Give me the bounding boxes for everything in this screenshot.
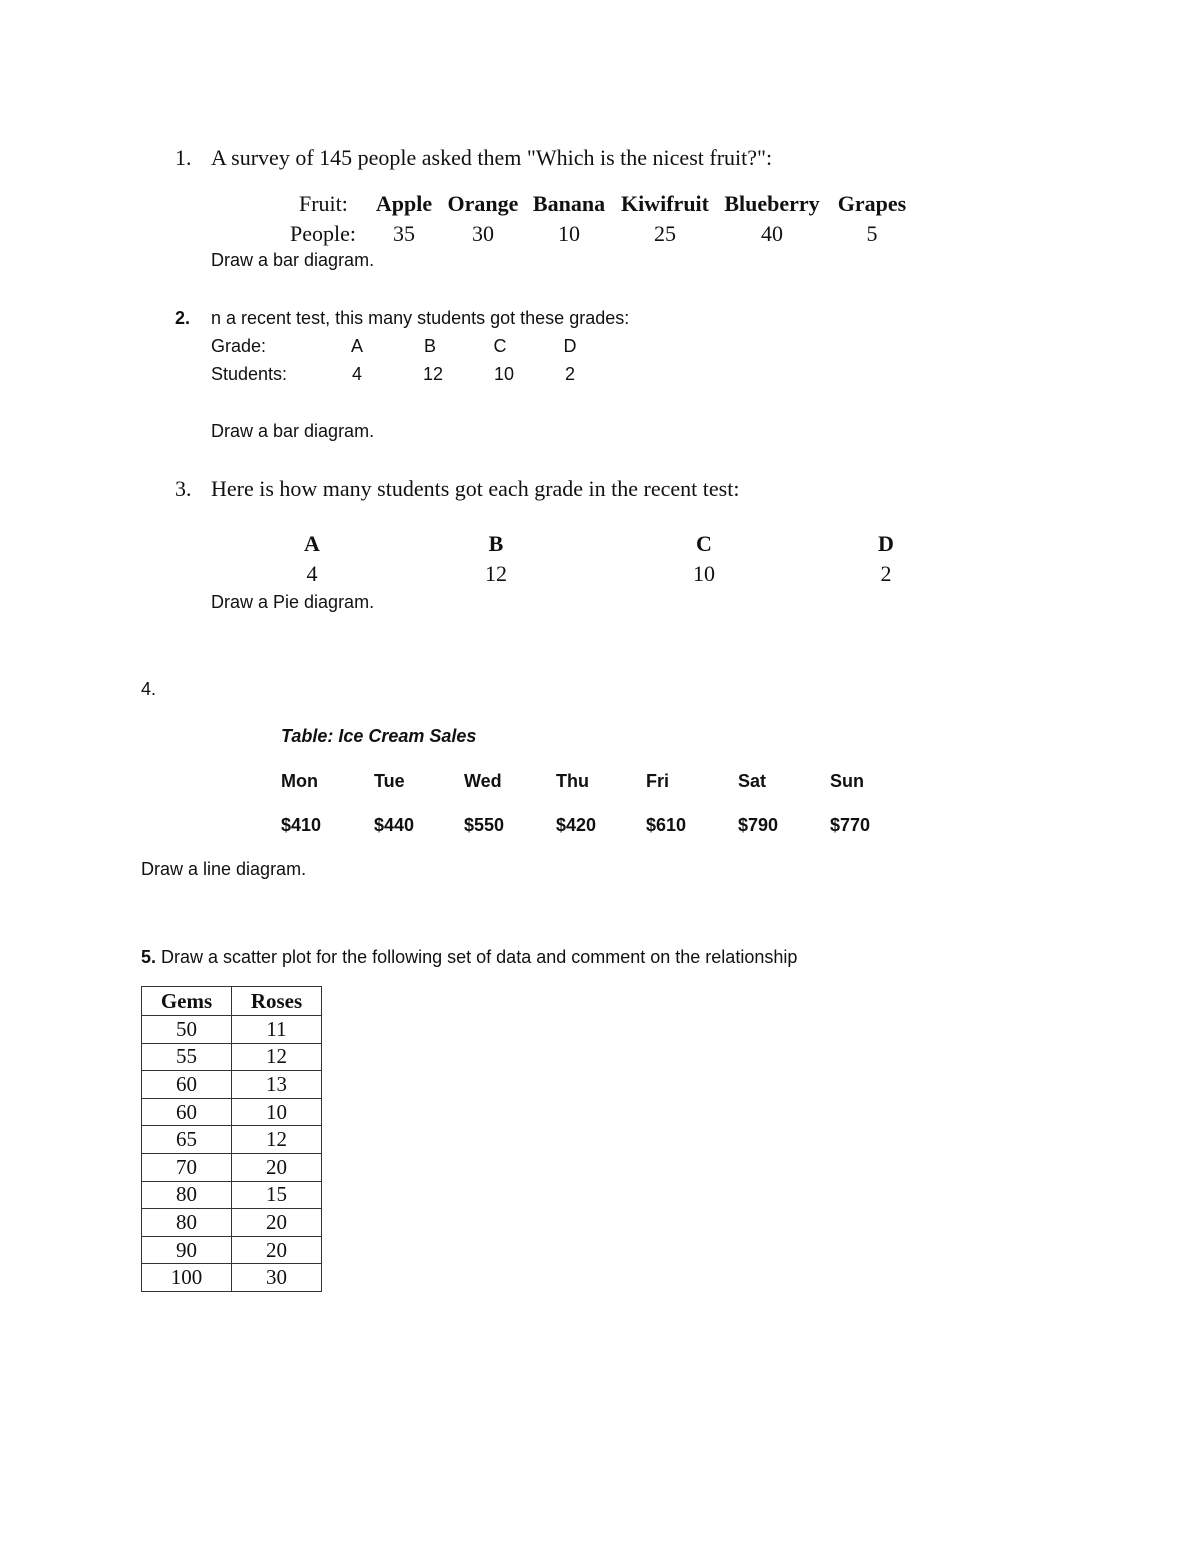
- q4-instruction: Draw a line diagram.: [141, 859, 307, 879]
- q4-day-tue: Tue: [374, 771, 405, 791]
- q2-number: 2.: [175, 308, 191, 328]
- q4-sales-wed: $550: [464, 815, 505, 835]
- q4-day-thu: Thu: [556, 771, 589, 791]
- header-roses: Roses: [232, 987, 322, 1016]
- q2-text: n a recent test, this many students got these grades:: [211, 308, 630, 328]
- q1-people-grapes: 5: [866, 221, 878, 246]
- q2-grade-b: B: [423, 336, 437, 356]
- q4-day-sat: Sat: [738, 771, 767, 791]
- cell-gems: 100: [142, 1264, 232, 1292]
- q3-grade-b: B: [488, 531, 504, 556]
- cell-gems: 55: [142, 1043, 232, 1071]
- cell-gems: 90: [142, 1236, 232, 1264]
- header-gems: Gems: [142, 987, 232, 1016]
- q5-question: [141, 947, 797, 968]
- q2-students-c: 10: [493, 364, 515, 384]
- q2-grade-a: A: [350, 336, 364, 356]
- q3-count-a: 4: [306, 561, 318, 586]
- q3-grade-d: D: [878, 531, 894, 556]
- cell-roses: 20: [232, 1153, 322, 1181]
- q2-grade-c: C: [493, 336, 507, 356]
- q1-fruit-label: Fruit:: [299, 191, 348, 216]
- gems-roses-table: [141, 986, 322, 1292]
- q3-count-b: 12: [485, 561, 507, 586]
- cell-gems: 80: [142, 1209, 232, 1237]
- cell-gems: 65: [142, 1126, 232, 1154]
- cell-roses: 12: [232, 1126, 322, 1154]
- q4-day-wed: Wed: [464, 771, 502, 791]
- q5-number: 5.: [141, 947, 157, 967]
- table-row: [142, 1016, 322, 1044]
- cell-roses: 13: [232, 1071, 322, 1099]
- q3-grade-c: C: [696, 531, 712, 556]
- cell-roses: 10: [232, 1098, 322, 1126]
- q4-sales-fri: $610: [646, 815, 687, 835]
- cell-roses: 30: [232, 1264, 322, 1292]
- q1-people-apple: 35: [393, 221, 415, 246]
- table-row: [142, 1181, 322, 1209]
- q1-text: A survey of 145 people asked them "Which is the nicest fruit?":: [211, 145, 773, 170]
- q1-fruit-banana: Banana: [532, 191, 606, 216]
- q4-day-fri: Fri: [646, 771, 670, 791]
- table-header-row: [142, 987, 322, 1016]
- q1-fruit-kiwifruit: Kiwifruit: [621, 191, 709, 216]
- q3-count-d: 2: [880, 561, 892, 586]
- table-row: [142, 1236, 322, 1264]
- q3-number: 3.: [175, 476, 192, 501]
- cell-gems: 80: [142, 1181, 232, 1209]
- q1-fruit-apple: Apple: [375, 191, 433, 216]
- table-row: [142, 1264, 322, 1292]
- cell-roses: 20: [232, 1236, 322, 1264]
- table-row: [142, 1043, 322, 1071]
- q1-people-kiwifruit: 25: [654, 221, 676, 246]
- cell-roses: 11: [232, 1016, 322, 1044]
- table-row: [142, 1153, 322, 1181]
- q2-grade-d: D: [563, 336, 577, 356]
- q3-instruction: Draw a Pie diagram.: [211, 592, 375, 612]
- q2-instruction: Draw a bar diagram.: [211, 421, 375, 441]
- q2-students-d: 2: [564, 364, 576, 384]
- cell-roses: 15: [232, 1181, 322, 1209]
- q1-fruit-blueberry: Blueberry: [724, 191, 820, 216]
- q2-students-b: 12: [422, 364, 444, 384]
- q1-people-banana: 10: [558, 221, 580, 246]
- q3-text: Here is how many students got each grade in the recent test:: [211, 476, 740, 501]
- cell-gems: 50: [142, 1016, 232, 1044]
- table-row: [142, 1209, 322, 1237]
- q1-people-blueberry: 40: [761, 221, 783, 246]
- q1-fruit-orange: Orange: [447, 191, 519, 216]
- q4-day-mon: Mon: [281, 771, 318, 791]
- q2-students-a: 4: [351, 364, 363, 384]
- q3-grade-a: A: [304, 531, 320, 556]
- q5-text: Draw a scatter plot for the following set of data and comment on the relationship: [156, 947, 798, 967]
- cell-roses: 20: [232, 1209, 322, 1237]
- q2-grade-label: Grade:: [211, 336, 267, 356]
- q4-table-title: Table: Ice Cream Sales: [281, 726, 477, 746]
- q4-number: 4.: [141, 679, 157, 699]
- cell-gems: 60: [142, 1071, 232, 1099]
- cell-gems: 70: [142, 1153, 232, 1181]
- q4-sales-sat: $790: [738, 815, 779, 835]
- cell-roses: 12: [232, 1043, 322, 1071]
- cell-gems: 60: [142, 1098, 232, 1126]
- table-row: [142, 1126, 322, 1154]
- q1-people-label: People:: [290, 221, 356, 246]
- q3-count-c: 10: [693, 561, 715, 586]
- q4-sales-thu: $420: [556, 815, 597, 835]
- table-row: [142, 1098, 322, 1126]
- q1-people-orange: 30: [472, 221, 494, 246]
- q4-sales-mon: $410: [281, 815, 322, 835]
- table-row: [142, 1071, 322, 1099]
- q1-instruction: Draw a bar diagram.: [211, 250, 375, 270]
- q4-sales-tue: $440: [374, 815, 415, 835]
- q1-fruit-grapes: Grapes: [837, 191, 907, 216]
- q1-number: 1.: [175, 145, 192, 170]
- q2-students-label: Students:: [211, 364, 288, 384]
- q4-day-sun: Sun: [830, 771, 864, 791]
- q4-sales-sun: $770: [830, 815, 871, 835]
